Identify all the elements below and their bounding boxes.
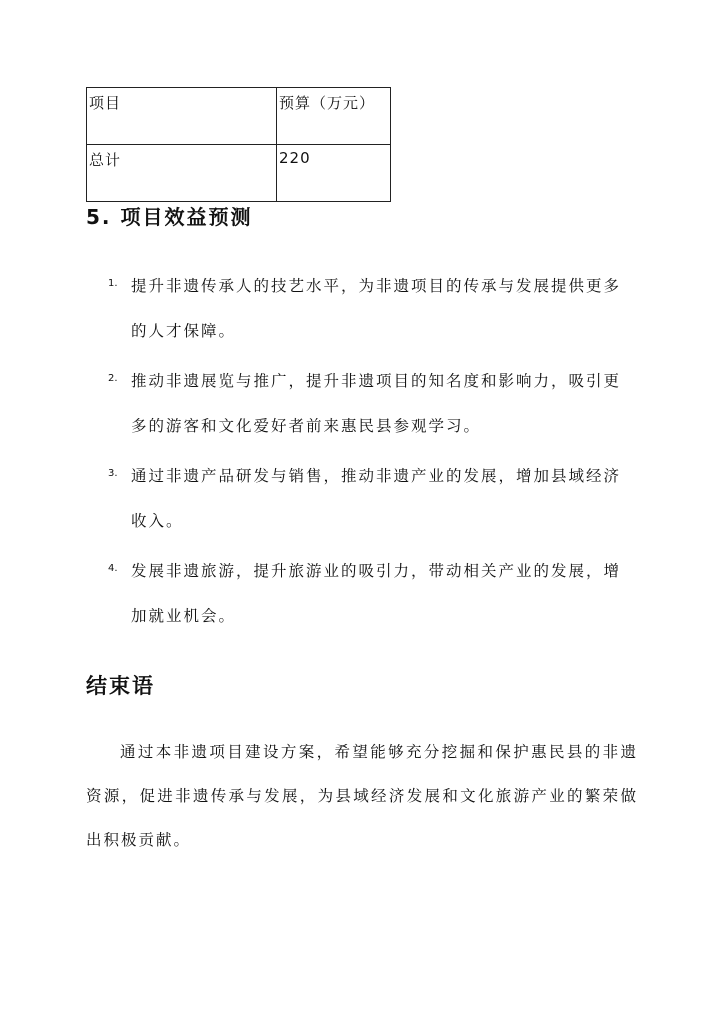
list-item (108, 549, 628, 639)
closing-paragraph: 通过本非遗项目建设方案，希望能够充分挖掘和保护惠民县的非遗资源，促进非遗传承与发展，为县域经济发展和文化旅游产业的繁荣做出积极贡献。 (86, 743, 638, 849)
list-item-text: 通过非遗产品研发与销售，推动非遗产业的发展，增加县域经济收入。 (131, 467, 622, 530)
table-cell: 220 (277, 145, 391, 202)
list-item-number: 3. (108, 468, 118, 479)
list-item (108, 264, 628, 354)
list-item (108, 359, 628, 449)
list-item-number: 1. (108, 278, 118, 289)
closing-heading: 结束语 (86, 674, 155, 698)
list-item-text: 推动非遗展览与推广，提升非遗项目的知名度和影响力，吸引更多的游客和文化爱好者前来惠民县参观学习。 (131, 372, 622, 435)
table-header-cell: 预算（万元） (277, 88, 391, 145)
table-cell: 总计 (87, 145, 277, 202)
list-item (108, 454, 628, 544)
list-item-text: 发展非遗旅游，提升旅游业的吸引力，带动相关产业的发展，增加就业机会。 (131, 562, 622, 625)
table-header-cell: 项目 (87, 88, 277, 145)
table-header-row (87, 88, 391, 145)
benefit-list (108, 264, 628, 644)
list-item-text: 提升非遗传承人的技艺水平，为非遗项目的传承与发展提供更多的人才保障。 (131, 277, 622, 340)
list-item-number: 4. (108, 563, 118, 574)
table-row (87, 145, 391, 202)
section-heading: 5. 项目效益预测 (86, 205, 253, 229)
budget-table (86, 87, 391, 202)
list-item-number: 2. (108, 373, 118, 384)
